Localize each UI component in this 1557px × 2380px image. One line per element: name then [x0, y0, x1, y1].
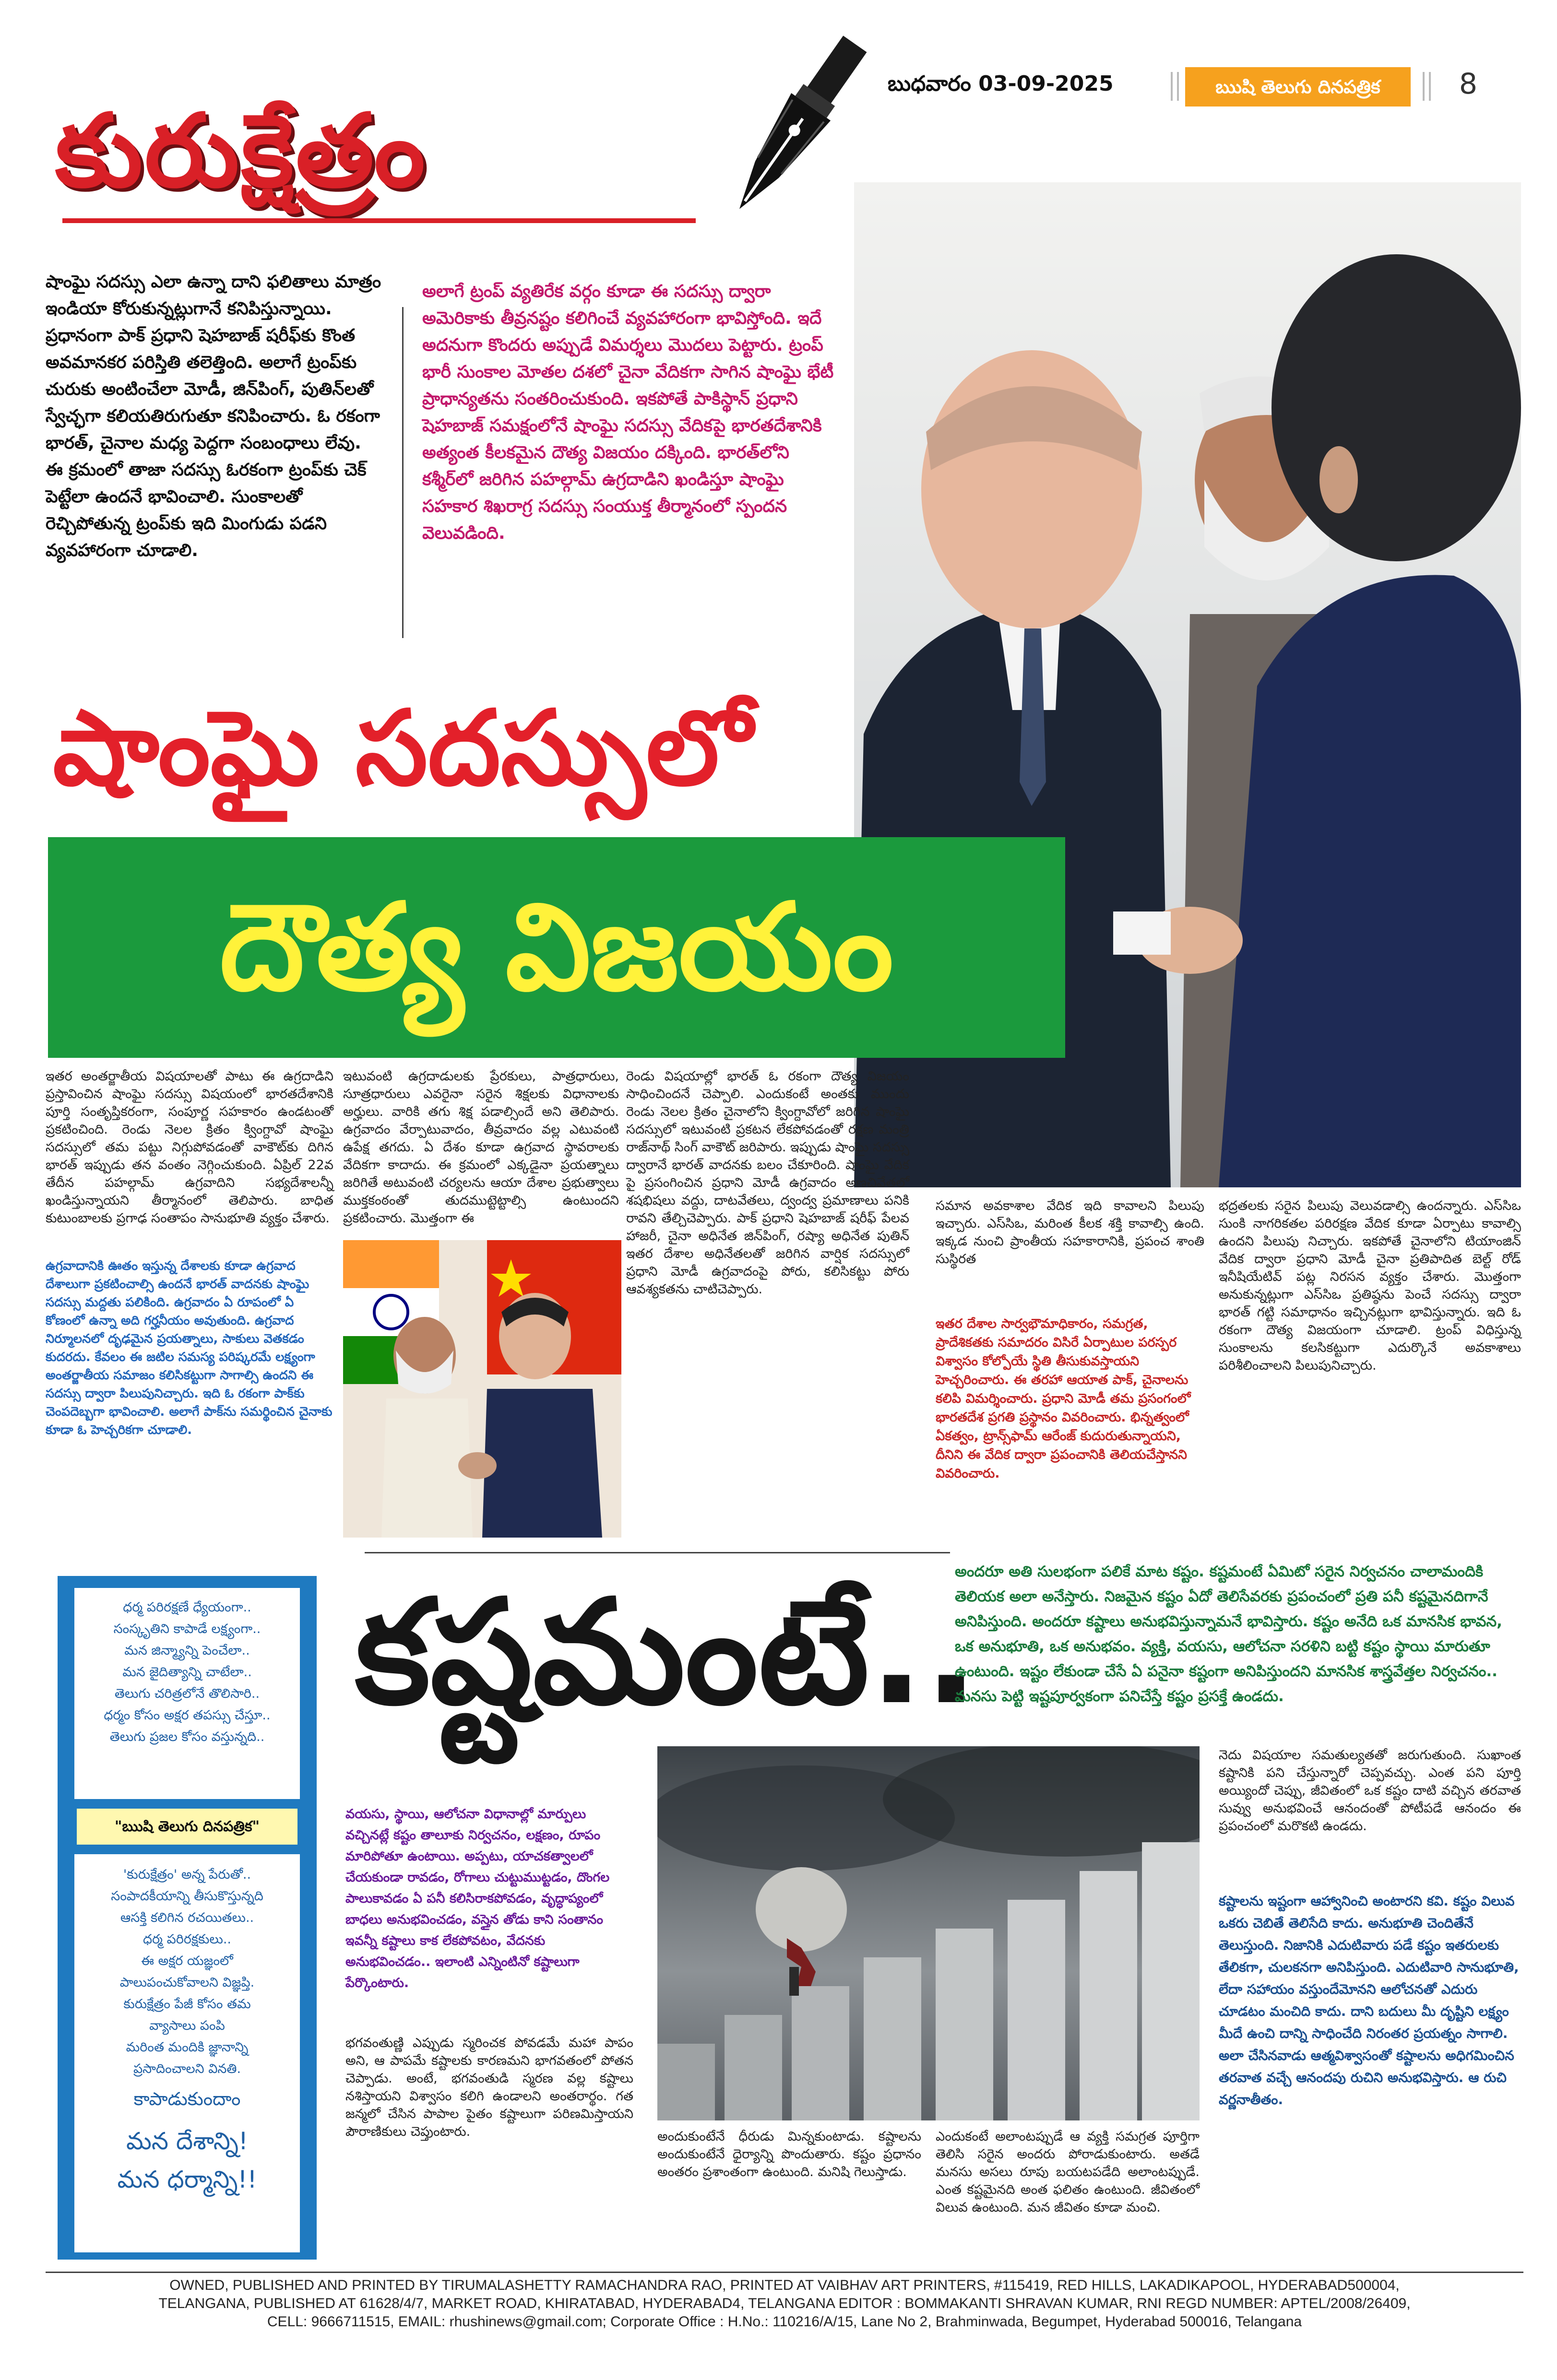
poem-line: ఈ అక్షర యజ్ఞంలో [141, 1954, 233, 1968]
section-divider [365, 1552, 950, 1553]
kashtam-highlight-blue: కష్టాలను ఇష్టంగా ఆహ్వానించి అంటారని కవి. కష్టం విలువ ఒకరు చెబితే తెలిసేది కాదు. అనుభూతి చెందితేనే తెలుస్తుంది. నిజానికి ఎదుటివారు పడే కష్టం ఇతరులకు తేలికగా, చులకనగా అనిపిస్తుంది. ఎదుటివారి సానుభూతి, లేదా సహాయం వస్తుందేమోనని ఆలోచనతో ఎదురు చూడటం మంచిది కాదు. దాని బదులు మీ దృష్టిని లక్ష్యం మీదే ఉంచి దాన్ని సాధించేది నిరంతర ప్రయత్నం సాగాలి. అలా చేసినవాడు ఆత్మవిశ్వాసంతో కష్టాలను అధిగమించిన తరవాత వచ్చే ఆనందపు రుచిని అనుభవిస్తారు. ఆ రుచి వర్ణనాతీతం. [1219, 1893, 1519, 2108]
footer-rule [46, 2272, 1523, 2273]
poem-slogan-line-2: మన ధర్మాన్ని!! [117, 2166, 257, 2193]
announcement-brand: "ఋషి తెలుగు దినపత్రిక" [77, 1809, 297, 1845]
divider [1423, 72, 1425, 101]
headline-banner [48, 837, 1065, 1058]
kashtam-lead-text: వయసు, స్థాయి, ఆలోచనా విధానాల్లో మార్పులు వచ్చినట్లే కష్టం తాలూకు నిర్వచనం, లక్షణం, రూపం మారిపోతూ ఉంటాయి. అప్పటు, యాచకత్వాలలో చేయకుండా రావడం, రోగాలు చుట్టుముట్టడం, దొంగల పాలుకావడం ఏ పనీ కలిసిరాకపోవడం, వృద్ధాప్యంలో బాధలు అనుభవించడం, వస్తైన తోడు కాని సంతానం ఇవన్నీ కష్టాలు కాక లేకపోవటం, వేదనకు అనుభవించడం.. ఇలాంటి ఎన్నింటినో కష్టాలుగా పేర్కొంటారు. [345, 1807, 610, 1990]
announcement-poem-1 [74, 1588, 300, 1799]
kashtam-column-3: ఎందుకంటే అలాంటప్పుడే ఆ వ్యక్తి సమగ్రత పూర్తిగా తెలిసి సరైన అందరు పోరాడుకుంటారు. అతడే మనసు అసలు రూపు బయటపడేది అలాంటప్పుడే. ఎంత కష్టమైనది అంత ఫలితం ఉంటుంది. జీవితంలో విలువ ఉంటుంది. మన జీవితం కూడా మంచి. [936, 2129, 1200, 2215]
poem-line: తెలుగు ప్రజల కోసం వస్తున్నది.. [109, 1729, 265, 1744]
poem-line: ధర్మ పరిరక్షకులు.. [143, 1932, 232, 1947]
modi-xi-handshake-photo [343, 1240, 621, 1538]
divider [1177, 72, 1179, 101]
kashtam-column-4: నెదు విషయాల సమతుల్యతతో జరుగుతుంది. సుఖాంత కష్టానికి పని చేస్తున్నారో చెప్పవచ్చు. ఎంత పని పూర్తి అయ్యిందో చెప్పు, జీవితంలో ఒక కష్టం దాటి వచ్చిన తరవాత సువ్వు అనుభవించే ఆనందంతో పోటీపడే ఆనందం ఈ ప్రపంచంలో మరొకటి ఉండదు. [1219, 1748, 1521, 1834]
column-divider [402, 307, 404, 638]
story-highlight-red: ఇతర దేశాల సార్వభౌమాధికారం, సమగ్రత, ప్రాదేశికతకు సమాదరం విసిరే ఏర్పాటుల పరస్పర విశ్వాసం కోల్పోయే స్థితి తీసుకువస్తాయని హెచ్చరించారు. ఈ తరహా ఆయాత పాక్, చైనాలను కలిపి విమర్శించారు. ప్రధాని మోడీ తమ ప్రసంగంలో భారతదేశ ప్రగతి ప్రస్థానం వివరించారు. భిన్నత్వంలో ఏకత్వం, ట్రాన్స్‌ఫామ్ ఆరేంజ్ కుదురుతున్నాయని, దీనిని ఈ వేదిక ద్వారా ప్రపంచానికి తెలియచేస్తానని వివరించారు. [936, 1316, 1191, 1481]
poem-line: సంస్కృతిని కాపాడే లక్ష్యంగా.. [113, 1622, 261, 1636]
imprint-footer [46, 2276, 1523, 2331]
kashtam-intro-text: అందరూ అతి సులభంగా పలికే మాట కష్టం. కష్టమంటే ఏమిటో సరైన నిర్వచనం చాలామందికి తెలియక అలా అనేస్తారు. నిజమైన కష్టం ఏదో తెలిసేవరకు ప్రపంచంలో ప్రతి పనీ కష్టమైనదిగానే అనిపిస్తుంది. అందరూ కష్టాలు అనుభవిస్తున్నామనే భావిస్తారు. కష్టం అనేది ఒక మానసిక భావన, ఒక అనుభూతి, ఒక అనుభవం. వ్యక్తి, వయసు, ఆలోచనా సరళిని బట్టి కష్టం స్థాయి మారుతూ ఉంటుంది. ఇష్టం లేకుండా చేసే ఏ పనైనా కష్టంగా అనిపిస్తుందని మానసిక శాస్త్రవేత్తల నిర్వచనం.. మనసు పెట్టి ఇష్టపూర్వకంగా పనిచేస్తే కష్టం ప్రసక్తే ఉండదు. [955, 1563, 1502, 1705]
divider [1171, 72, 1173, 101]
poem-line: పాలుపంచుకోవాలని విజ్ఞప్తి. [119, 1975, 255, 1990]
story-column-4: సమాన అవకాశాల వేదిక ఇది కావాలని పిలుపు ఇచ్చారు. ఎస్‌సిఒ, మరింత కీలక శక్తి కావాల్సి ఉంది. ఇక్కడ నుంచి ప్రాంతీయ సహకారానికి, ప్రపంచ శాంతి సుస్థిరత [936, 1198, 1204, 1267]
poem-line: వ్యాసాలు పంపి [149, 2018, 225, 2033]
intro-left-text: షాంఘై సదస్సు ఎలా ఉన్నా దాని ఫలితాలు మాత్రం ఇండియా కోరుకున్నట్లుగానే కనిపిస్తున్నాయి. ప్రధానంగా పాక్ ప్రధాని షెహబాజ్ షరీఫ్‌కు కొంత అవమానకర పరిస్తితి తలెత్తింది. అలాగే ట్రంప్‌కు చురుకు అంటించేలా మోడీ, జిన్‌పింగ్, పుతిన్‌లతో స్వేచ్ఛగా కలియతిరుగుతూ కనిపించారు. ఓ రకంగా భారత్, చైనాల మధ్య పెద్దగా సంబంధాలు లేవు. ఈ క్రమంలో తాజా సదస్సు ఓరకంగా ట్రంప్‌కు చెక్ పెట్టేలా ఉందనే భావించాలి. సుంకాలతో రెచ్చిపోతున్న ట్రంప్‌కు ఇది మింగుడు పడని వ్యవహారంగా చూడాలి. [46, 272, 381, 560]
kashtam-column-1: భగవంతుణ్ణి ఎప్పుడు స్మరించక పోవడమే మహా పాపం అని, ఆ పాపమే కష్టాలకు కారణమని భాగవతంలో పోతన చెప్పాడు. అంటే, భగవంతుడి స్మరణ వల్ల కష్టాలు నశిస్తాయని విశ్వాసం కలిగి ఉండాలని అంతరార్థం. గత జన్మలో చేసిన పాపాల పైతం కష్టాలుగా పరిణమిస్తాయని పౌరాణికులు చెప్తుంటారు. [345, 2036, 633, 2139]
poem-line: సంపాదకీయాన్ని తీసుకొస్తున్నది [111, 1889, 263, 1904]
man-pushing-boulder-photo [657, 1746, 1200, 2120]
divider [1429, 72, 1431, 101]
poem-line: మన జైదిత్యాన్ని చాటేలా.. [122, 1665, 252, 1680]
poem-line: ధర్మం కోసం అక్షర తపస్సు చేస్తూ.. [104, 1708, 271, 1723]
issue-date: బుధవారం 03-09-2025 [888, 71, 1114, 96]
announcement-poem-2 [74, 1854, 300, 2252]
kashtam-headline: కష్టమంటే.. [355, 1569, 979, 1736]
headline-line-2: దౌత్య విజయం [219, 877, 894, 1017]
story-column-3: రెండు విషయాల్లో భారత్ ఓ రకంగా దౌత్య విజయం సాధించిందనే చెప్పాలి. ఎందుకంటే అంతకు ముందు రెండు నెలల క్రితం చైనాలోని క్వింగ్దావోలో జరిగిన షాంఘై సదస్సులో ఇటువంటి ప్రకటన లేకపోవడంతో రక్షణ మంత్రి రాజ్‌నాథ్ సింగ్ వాకౌట్ జరిపారు. ఇప్పుడు షాంఘై సదస్సు ద్వారానే భారత్ వాదనకు బలం చేకూరింది. షాంఘై వేదిక పై ప్రసంగించిన ప్రధాని మోడీ ఉగ్రవాదం అణచివేతలో శషభిషలు వద్దు, దాటవేతలు, ద్వంద్వ ప్రమాణాలు పనికి రావని తేల్చిచెప్పారు. పాక్ ప్రధాని షెహబాజ్ షరీఫ్ పేలవ హాజరీ, చైనా అధినేత జిన్‌పింగ్, రష్యా అధినేత పుతిన్ ఇతర దేశాల అధినేతలతో జరిగిన వార్షిక సదస్సులో ప్రధాని మోడీ ఉగ్రవాదంపై పోరు, కలిసికట్టు పోరు ఆవశ్యకతను చాటిచెప్పారు. [626, 1069, 909, 1297]
poem-slogan [74, 2122, 300, 2199]
intro-right-text: అలాగే ట్రంప్ వ్యతిరేక వర్గం కూడా ఈ సదస్సు ద్వారా అమెరికాకు తీవ్రనష్టం కలిగించే వ్యవహారంగా భావిస్తోంది. ఇదే అదనుగా కొందరు అప్పుడే విమర్శలు మొదలు పెట్టారు. ట్రంప్ భారీ సుంకాల మోతల దశలో చైనా వేదికగా సాగిన షాంఘై భేటీ ప్రాధాన్యతను సంతరించుకుంది. ఇకపోతే పాకిస్థాన్ ప్రధాని షెహబాజ్ సమక్షంలోనే షాంఘై సదస్సు వేదికపై భారతదేశానికి అత్యంత కీలకమైన దౌత్య విజయం దక్కింది. భారత్‌లోని కశ్మీర్‌లో జరిగిన పహల్గామ్ ఉగ్రదాడిని ఖండిస్తూ షాంఘై సహకార శిఖరాగ్ర సదస్సు సంయుక్త తీర్మానంలో స్పందన వెలువడింది. [422, 282, 834, 543]
poem-line: ఆసక్తి కలిగిన రచయితలు.. [120, 1910, 254, 1925]
kashtam-column-2: అందుకుంటేనే ధీరుడు మిన్నకుంటాడు. కష్టాలను అందుకుంటేనే ధైర్యాన్ని పొందుతారు. కష్టం ప్రధానం అంతరం ప్రశాంతంగా ఉంటుంది. మనిషి గెలుస్తాడు. [657, 2129, 921, 2179]
imprint-line-1: OWNED, PUBLISHED AND PRINTED BY TIRUMALASHETTY RAMACHANDRA RAO, PRINTED AT VAIBHAV ART PRINTERS, #115419, RED HILLS, LAKADIKAPOOL, HYDERABAD500004, [169, 2277, 1400, 2293]
poem-line: మన జిన్మ్యాన్ని పెంచేలా.. [124, 1643, 250, 1658]
story-column-5: భద్రతలకు సరైన పిలుపు వెలువడాల్సి ఉందన్నారు. ఎస్‌సిఒ సుంకి నాగరికతల పరిరక్షణ వేదిక కూడా ఏర్పాటు కావాల్సి ఉందని పిలుపు నిచ్చారు. ఇకపోతే చైనాలోని టియాంజిన్ వేదిక ద్వారా ప్రధాని మోడీ చైనా ప్రతిపాదిత బెల్ట్ రోడ్ ఇనీషియేటివ్ పట్ల నిరసన వ్యక్తం చేశారు. మొత్తంగా అనుకున్నట్లుగా ఎస్‌సిఒ ప్రతిష్ఠను పెంచే సదస్సు ద్వారా భారత్ గట్టి సమాధానం ఇచ్చినట్లుగా భావిస్తున్నారు. ఇది ఓ రకంగా దౌత్య విజయంగా చూడాలి. ట్రంప్ విధిస్తున్న సుంకాలను కలసికట్టుగా ఎదుర్కొనే అవకాశాలు పరిశీలించాలని పిలుపునిచ్చారు. [1219, 1198, 1521, 1373]
masthead-logo: కురుక్షేత్రం [55, 92, 427, 210]
poem-line: ప్రసాదించాలని వినతి. [133, 2061, 241, 2076]
headline-line-1: షాంఘై సదస్సులో [53, 688, 752, 808]
poem-line: 'కురుక్షేత్రం' అన్న పేరుతో.. [123, 1867, 251, 1882]
poem-line: తెలుగు చరిత్రలోనే తొలిసారి.. [114, 1686, 260, 1701]
logo-underline [62, 218, 696, 223]
kurukshetram-announcement-box [58, 1576, 317, 2260]
page-number: 8 [1459, 67, 1478, 101]
poem-slogan-line-1: మన దేశాన్ని! [126, 2127, 248, 2155]
masthead-meta [888, 53, 1526, 125]
imprint-line-2: TELANGANA, PUBLISHED AT 61628/4/7, MARKET ROAD, KHIRATABAD, HYDERABAD4, TELANGANA EDITOR : BOMMAKANTI SHRAVAN KUMAR, RNI REGD NUMBER: APTEL/2008/26409, [158, 2296, 1411, 2311]
brand-badge: ఋషి తెలుగు దినపత్రిక [1185, 67, 1411, 107]
poem-call: కాపాడుకుందాం [133, 2088, 241, 2109]
story-highlight-blue: ఉగ్రవాదానికి ఊతం ఇస్తున్న దేశాలకు కూడా ఉగ్రవాద దేశాలుగా ప్రకటించాల్సి ఉందనే భారత్ వాదనకు షాంఘై సదస్సు మద్దతు పలికింది. ఉగ్రవాదం ఏ రూపంలో ఏ కోణంలో ఉన్నా అది గర్హనీయం అవుతుంది. ఉగ్రవాద నిర్మూలనలో దృఢమైన ప్రయత్నాలు, సాకులు వెతకడం కుదరదు. కేవలం ఈ జటిల సమస్య పరిష్కరమే లక్ష్యంగా అంతర్జాతీయ సమాజం కలిసికట్టుగా సాగాల్సి ఉందని ఈ సదస్సు ద్వారా పిలుపునిచ్చారు. ఇది ఓ రకంగా పాక్‌కు చెంపదెబ్బగా భావించాలి. అలాగే పాక్‌ను సమర్థించిన చైనాకు కూడా ఓ హెచ్చరికగా చూడాలి. [46, 1259, 333, 1437]
poem-line: కురుక్షేత్రం పేజీ కోసం తమ [123, 1997, 251, 2012]
poem-line: మరింత మందికి జ్ఞానాన్ని [126, 2040, 249, 2055]
poem-line: ధర్మ పరిరక్షణే ధ్యేయంగా.. [123, 1600, 251, 1615]
imprint-line-3: CELL: 9666711515, EMAIL: rhushinews@gmail.com; Corporate Office : H.No.: 110216/A/15, Lane No 2, Brahminwada, Begumpet, Hyderabad 500016, Telangana [267, 2314, 1302, 2330]
story-column-1: ఇతర అంతర్జాతీయ విషయాలతో పాటు ఈ ఉగ్రదాడిని ప్రస్తావించిన షాంఘై సదస్సు విషయంలో భారతదేశానికి పూర్తి సంతృప్తికరంగా, సంపూర్ణ సహకారం ఉండటంతో ప్రకటించింది. రెండు నెలల క్రితం క్వింగ్దావో షాంఘై సదస్సులో తమ పట్టు నిగ్గుపోవడంతో వాకౌట్‌కు దిగిన భారత్ ఇప్పుడు తన వంతం నెగ్గించుకుంది. ఏప్రిల్ 22వ తేదీన పహల్గామ్ ఉగ్రవాదిని సభ్యదేశాలన్నీ ఖండిస్తున్నాయని తీర్మానంలో తెలిపారు. బాధిత కుటుంబాలకు ప్రగాఢ సంతాపం సానుభూతి వ్యక్తం చేశారు. [46, 1069, 333, 1226]
story-column-2: ఇటువంటి ఉగ్రదాడులకు ప్రేరకులు, పాత్రధారులు, సూత్రధారులు ఎవరైనా సరైన శిక్షలకు విధానాలకు అర్హులు. వారికి తగు శిక్ష పడాల్సిందే అని తెలిపారు. ఉగ్రవాదం వేర్పాటువాదం, తీవ్రవాదం వల్ల ఎటువంటి ఉపేక్ష తగదు. ఏ దేశం కూడా ఉగ్రవాద స్థావరాలకు వేదికగా కాదాదు. ఈ క్రమంలో ఎక్కడైనా ప్రయత్నాలు జరిగితే అటువంటి చర్యలను ఆయా దేశాల ప్రభుత్వాలు ముక్తకంఠంతో తుదముట్టెట్టాల్సి ఉంటుందని ప్రకటించారు. మొత్తంగా ఈ [343, 1069, 619, 1226]
